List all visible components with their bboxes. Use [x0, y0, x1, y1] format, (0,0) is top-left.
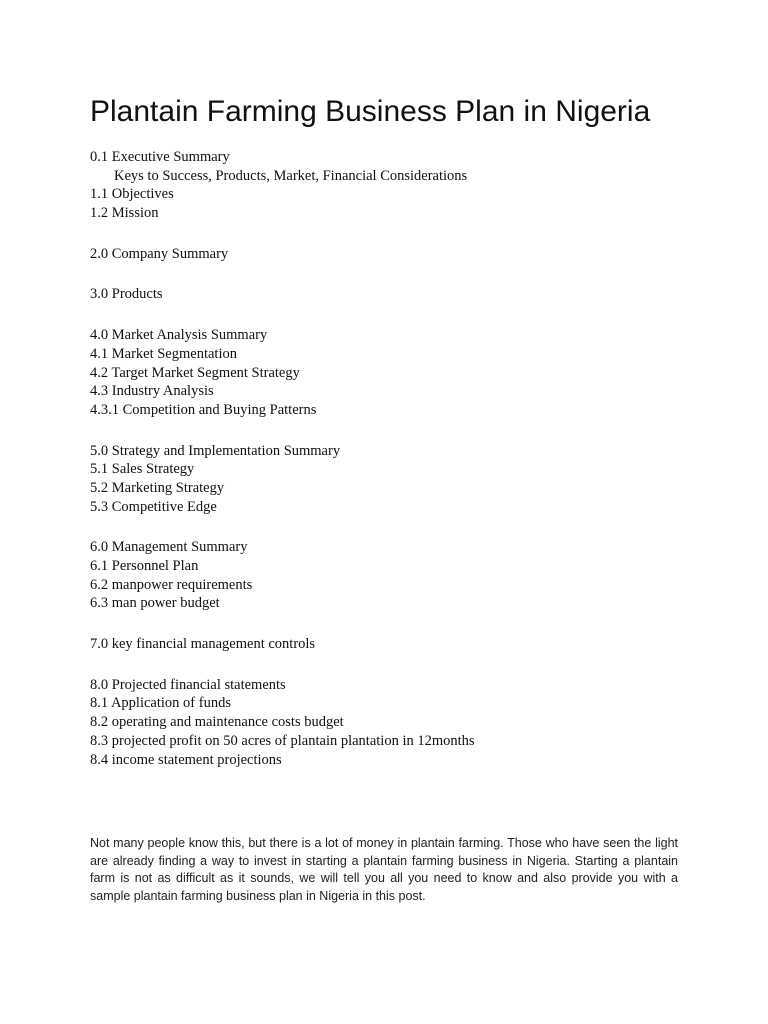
- toc-item: 8.3 projected profit on 50 acres of plantain plantation in 12months: [90, 732, 475, 749]
- toc-item: 8.4 income statement projections: [90, 751, 282, 768]
- toc-item: 5.2 Marketing Strategy: [90, 479, 225, 496]
- toc-item: 4.1 Market Segmentation: [90, 345, 237, 362]
- toc-section-8: [90, 676, 710, 769]
- toc-item: 6.2 manpower requirements: [90, 576, 253, 593]
- toc-item: 0.1 Executive Summary: [90, 149, 230, 165]
- toc-item: 4.2 Target Market Segment Strategy: [90, 364, 300, 381]
- toc-item: 6.1 Personnel Plan: [90, 558, 199, 574]
- toc-section-6: [90, 538, 710, 613]
- toc-item: 1.2 Mission: [90, 205, 159, 222]
- toc-section-4: [90, 326, 710, 419]
- toc-item: 5.1 Sales Strategy: [90, 461, 195, 478]
- toc-item: 8.2 operating and maintenance costs budget: [90, 714, 344, 731]
- toc-section-2: [90, 245, 710, 264]
- toc-item: 1.1 Objectives: [90, 186, 174, 203]
- toc-item: 6.0 Management Summary: [90, 539, 248, 556]
- toc-section-3: [90, 285, 710, 304]
- toc-item: 2.0 Company Summary: [90, 245, 229, 262]
- toc-section-5: [90, 442, 710, 517]
- toc-item: 7.0 key financial management controls: [90, 636, 316, 653]
- toc-item: 3.0 Products: [90, 286, 163, 303]
- toc-item: 6.3 man power budget: [90, 595, 220, 612]
- toc-subitem: Keys to Success, Products, Market, Financial Considerations: [114, 167, 468, 184]
- table-of-contents: [90, 148, 710, 791]
- toc-item: 8.1 Application of funds: [90, 695, 231, 712]
- toc-item: 5.0 Strategy and Implementation Summary: [90, 442, 341, 459]
- toc-item: 5.3 Competitive Edge: [90, 498, 217, 515]
- toc-item: 4.0 Market Analysis Summary: [90, 327, 268, 344]
- toc-item: 8.0 Projected financial statements: [90, 676, 286, 693]
- intro-paragraph: Not many people know this, but there is a lot of money in plantain farming. Those who have seen the light are already finding a way to invest in starting a plantain farming business in Nigeria. Starting a plantain farm is not as difficult as it sounds, we will tell you all you need to know and also provide you with a sample plantain farming business plan in Nigeria in this post.: [90, 836, 678, 903]
- toc-section-1: [90, 148, 710, 223]
- document-title: Plantain Farming Business Plan in Nigeria: [90, 95, 651, 128]
- toc-section-7: [90, 635, 710, 654]
- toc-item: 4.3.1 Competition and Buying Patterns: [90, 401, 317, 418]
- toc-item: 4.3 Industry Analysis: [90, 383, 214, 400]
